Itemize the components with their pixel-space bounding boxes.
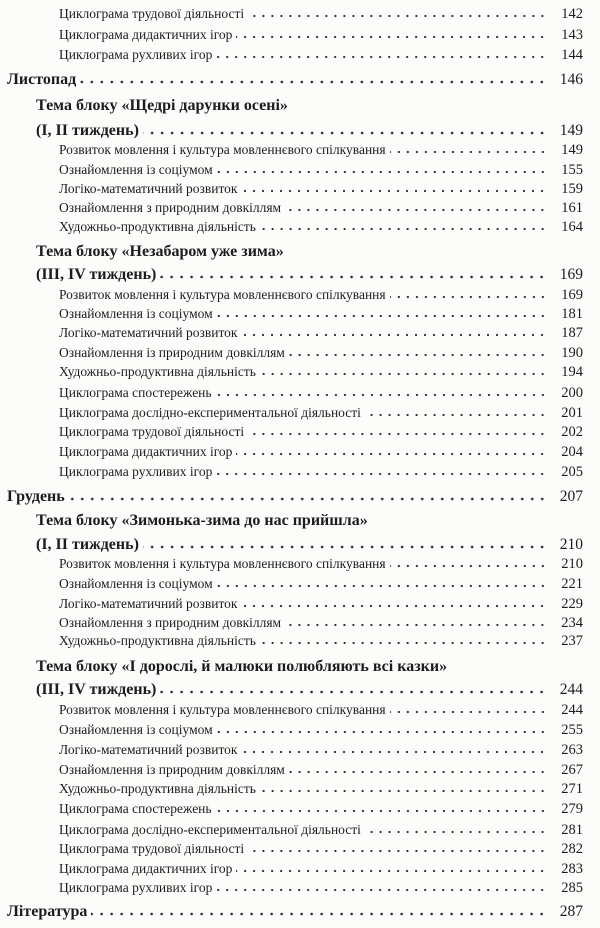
toc-entry-page: 164 (561, 219, 583, 235)
toc-entry-page: 279 (561, 801, 583, 817)
dot-leader (241, 604, 547, 608)
toc-entry-page: 200 (561, 385, 583, 401)
dot-leader (365, 413, 547, 417)
toc-entry (0, 702, 600, 724)
dot-leader (260, 641, 547, 645)
toc-entry-title: Тема блоку «І дорослі, й малюки полюбляють всі казки» (36, 658, 448, 675)
dot-leader (285, 623, 547, 627)
toc-entry-page: 149 (559, 122, 583, 139)
toc-entry-title: Циклограма дидактичних ігор (59, 27, 233, 42)
toc-entry-title: Циклограма рухливих ігор (59, 880, 213, 895)
toc-entry-page: 144 (561, 47, 583, 63)
toc-entry-title: Розвиток мовлення і культура мовленнєвого спілкування (59, 556, 386, 571)
toc-entry-page: 149 (561, 142, 583, 158)
dot-leader (285, 208, 547, 212)
toc-entry-title: Ознайомлення із соціумом (59, 576, 213, 591)
toc-entry-title: Циклограма рухливих ігор (59, 47, 213, 62)
dot-leader (289, 770, 547, 774)
toc-entry (0, 633, 600, 655)
toc-theme-heading (0, 243, 600, 265)
dot-leader (80, 80, 547, 84)
toc-entry-page: 169 (559, 266, 583, 283)
dot-leader (216, 55, 547, 59)
toc-entry-title: Грудень (7, 488, 65, 505)
dot-leader (289, 353, 547, 357)
toc-entry-title: Художньо-продуктивна діяльність (59, 219, 256, 234)
dot-leader (160, 690, 547, 694)
toc-entry-title: Розвиток мовлення і культура мовленнєвого спілкування (59, 142, 386, 157)
toc-entry-title: (I, II тиждень) (36, 122, 139, 139)
toc-theme-heading (0, 658, 600, 680)
toc-entry-page: 234 (561, 615, 583, 631)
dot-leader (216, 809, 547, 813)
toc-entry (0, 47, 600, 69)
toc-entry-title: Логіко-математичний розвиток (59, 596, 238, 611)
toc-entry-title: Тема блоку «Щедрі дарунки осені» (36, 97, 288, 114)
toc-entry (0, 722, 600, 744)
toc-entry-title: Художньо-продуктивна діяльність (59, 633, 256, 648)
toc-entry-page: 282 (561, 841, 583, 857)
toc-entry-page: 169 (561, 287, 583, 303)
toc-entry-title: Художньо-продуктивна діяльність (59, 364, 256, 379)
toc-entry-page: 205 (561, 464, 583, 480)
dot-leader (365, 830, 547, 834)
toc-entry-title: Логіко-математичний розвиток (59, 181, 238, 196)
toc-entry-page: 201 (561, 405, 583, 421)
toc-entry (0, 364, 600, 386)
toc-entry (0, 464, 600, 486)
toc-entry-page: 283 (561, 861, 583, 877)
dot-leader (143, 131, 547, 135)
dot-leader (260, 372, 547, 376)
toc-entry-page: 187 (561, 325, 583, 341)
toc-entry-title: Ознайомлення з природним довкіллям (59, 615, 282, 630)
toc-theme-entry (0, 536, 600, 558)
toc-entry (0, 444, 600, 466)
toc-theme-entry (0, 122, 600, 144)
toc-entry-page: 267 (561, 762, 583, 778)
toc-theme-entry (0, 266, 600, 288)
toc-entry (0, 424, 600, 446)
dot-leader (217, 314, 547, 318)
toc-entry-page: 244 (559, 681, 583, 698)
dot-leader (217, 730, 547, 734)
toc-entry-title: Циклограма трудової діяльності (59, 841, 245, 856)
toc-entry-title: Листопад (7, 71, 77, 88)
toc-entry (0, 841, 600, 863)
dot-leader (160, 275, 547, 279)
dot-leader (248, 14, 547, 18)
toc-entry-title: (III, IV тиждень) (36, 681, 157, 698)
toc-entry-title: Циклограма дидактичних ігор (59, 444, 233, 459)
toc-theme-entry (0, 681, 600, 703)
dot-leader (390, 295, 547, 299)
toc-entry-page: 255 (561, 722, 583, 738)
toc-entry-page: 237 (561, 633, 583, 649)
toc-entry-title: Ознайомлення з природним довкіллям (59, 200, 282, 215)
toc-entry (0, 556, 600, 578)
toc-entry-title: Розвиток мовлення і культура мовленнєвого спілкування (59, 702, 386, 717)
toc-entry-page: 287 (559, 903, 583, 920)
dot-leader (236, 452, 547, 456)
toc-entry (0, 142, 600, 164)
toc-entry-title: Циклограма дослідно-експериментальної діяльності (59, 405, 361, 420)
toc-entry (0, 385, 600, 407)
toc-entry-page: 210 (561, 556, 583, 572)
dot-leader (241, 750, 547, 754)
dot-leader (241, 189, 547, 193)
toc-entry (0, 27, 600, 49)
toc-entry-title: Циклограма рухливих ігор (59, 464, 213, 479)
dot-leader (390, 710, 547, 714)
dot-leader (143, 545, 547, 549)
toc-entry-page: 271 (561, 781, 583, 797)
toc-entry (0, 325, 600, 347)
toc-month-entry (0, 488, 600, 510)
toc-month-entry (0, 903, 600, 925)
toc-entry-title: Ознайомлення із соціумом (59, 306, 213, 321)
toc-entry-title: Тема блоку «Незабаром уже зима» (36, 243, 284, 260)
toc-entry-page: 142 (561, 6, 583, 22)
dot-leader (236, 869, 547, 873)
toc-entry-page: 161 (561, 200, 583, 216)
toc-entry-page: 221 (561, 576, 583, 592)
toc-theme-heading (0, 97, 600, 119)
toc-entry-page: 194 (561, 364, 583, 380)
toc-entry (0, 576, 600, 598)
toc-entry (0, 781, 600, 803)
toc-entry-page: 155 (561, 162, 583, 178)
dot-leader (216, 393, 547, 397)
toc-entry (0, 880, 600, 902)
toc-entry-title: (I, II тиждень) (36, 536, 139, 553)
dot-leader (260, 789, 547, 793)
toc-month-entry (0, 71, 600, 93)
toc-entry-title: Циклограма дидактичних ігор (59, 861, 233, 876)
toc-entry-title: Ознайомлення із природним довкіллям (59, 762, 285, 777)
dot-leader (390, 150, 547, 154)
dot-leader (236, 35, 547, 39)
toc-entry-title: Логіко-математичний розвиток (59, 742, 238, 757)
dot-leader (248, 849, 547, 853)
toc-entry-page: 202 (561, 424, 583, 440)
toc-entry-title: Циклограма трудової діяльності (59, 6, 245, 21)
toc-entry (0, 742, 600, 764)
dot-leader (390, 564, 547, 568)
toc-entry-title: Ознайомлення із соціумом (59, 162, 213, 177)
dot-leader (216, 472, 547, 476)
dot-leader (217, 170, 547, 174)
toc-entry-title: Література (7, 903, 88, 920)
toc-entry (0, 801, 600, 823)
dot-leader (216, 888, 547, 892)
toc-theme-heading (0, 512, 600, 534)
toc-entry-title: (III, IV тиждень) (36, 266, 157, 283)
toc-entry-page: 143 (561, 27, 583, 43)
toc-entry-page: 146 (559, 71, 583, 88)
toc-entry-page: 210 (559, 536, 583, 553)
dot-leader (241, 333, 547, 337)
toc-entry-page: 281 (561, 822, 583, 838)
toc-entry-page: 229 (561, 596, 583, 612)
toc-entry-title: Циклограма трудової діяльності (59, 424, 245, 439)
dot-leader (260, 227, 547, 231)
dot-leader (91, 912, 547, 916)
dot-leader (217, 584, 547, 588)
toc-entry (0, 219, 600, 241)
toc-entry-title: Ознайомлення із природним довкіллям (59, 345, 285, 360)
toc-entry-page: 244 (561, 702, 583, 718)
toc-entry-title: Логіко-математичний розвиток (59, 325, 238, 340)
toc-entry-page: 159 (561, 181, 583, 197)
toc-entry (0, 6, 600, 28)
toc-entry-page: 285 (561, 880, 583, 896)
toc-entry-page: 190 (561, 345, 583, 361)
toc-entry-page: 204 (561, 444, 583, 460)
toc-entry-title: Ознайомлення із соціумом (59, 722, 213, 737)
toc-entry-title: Художньо-продуктивна діяльність (59, 781, 256, 796)
toc-entry-title: Розвиток мовлення і культура мовленнєвого спілкування (59, 287, 386, 302)
toc-entry-title: Тема блоку «Зимонька-зима до нас прийшла» (36, 512, 368, 529)
dot-leader (248, 432, 547, 436)
toc-entry-page: 181 (561, 306, 583, 322)
toc-entry-title: Циклограма дослідно-експериментальної діяльності (59, 822, 361, 837)
toc-entry-page: 263 (561, 742, 583, 758)
dot-leader (69, 497, 547, 501)
toc-entry-title: Циклограма спостережень (59, 801, 212, 816)
toc-entry-page: 207 (559, 488, 583, 505)
toc-entry-title: Циклограма спостережень (59, 385, 212, 400)
